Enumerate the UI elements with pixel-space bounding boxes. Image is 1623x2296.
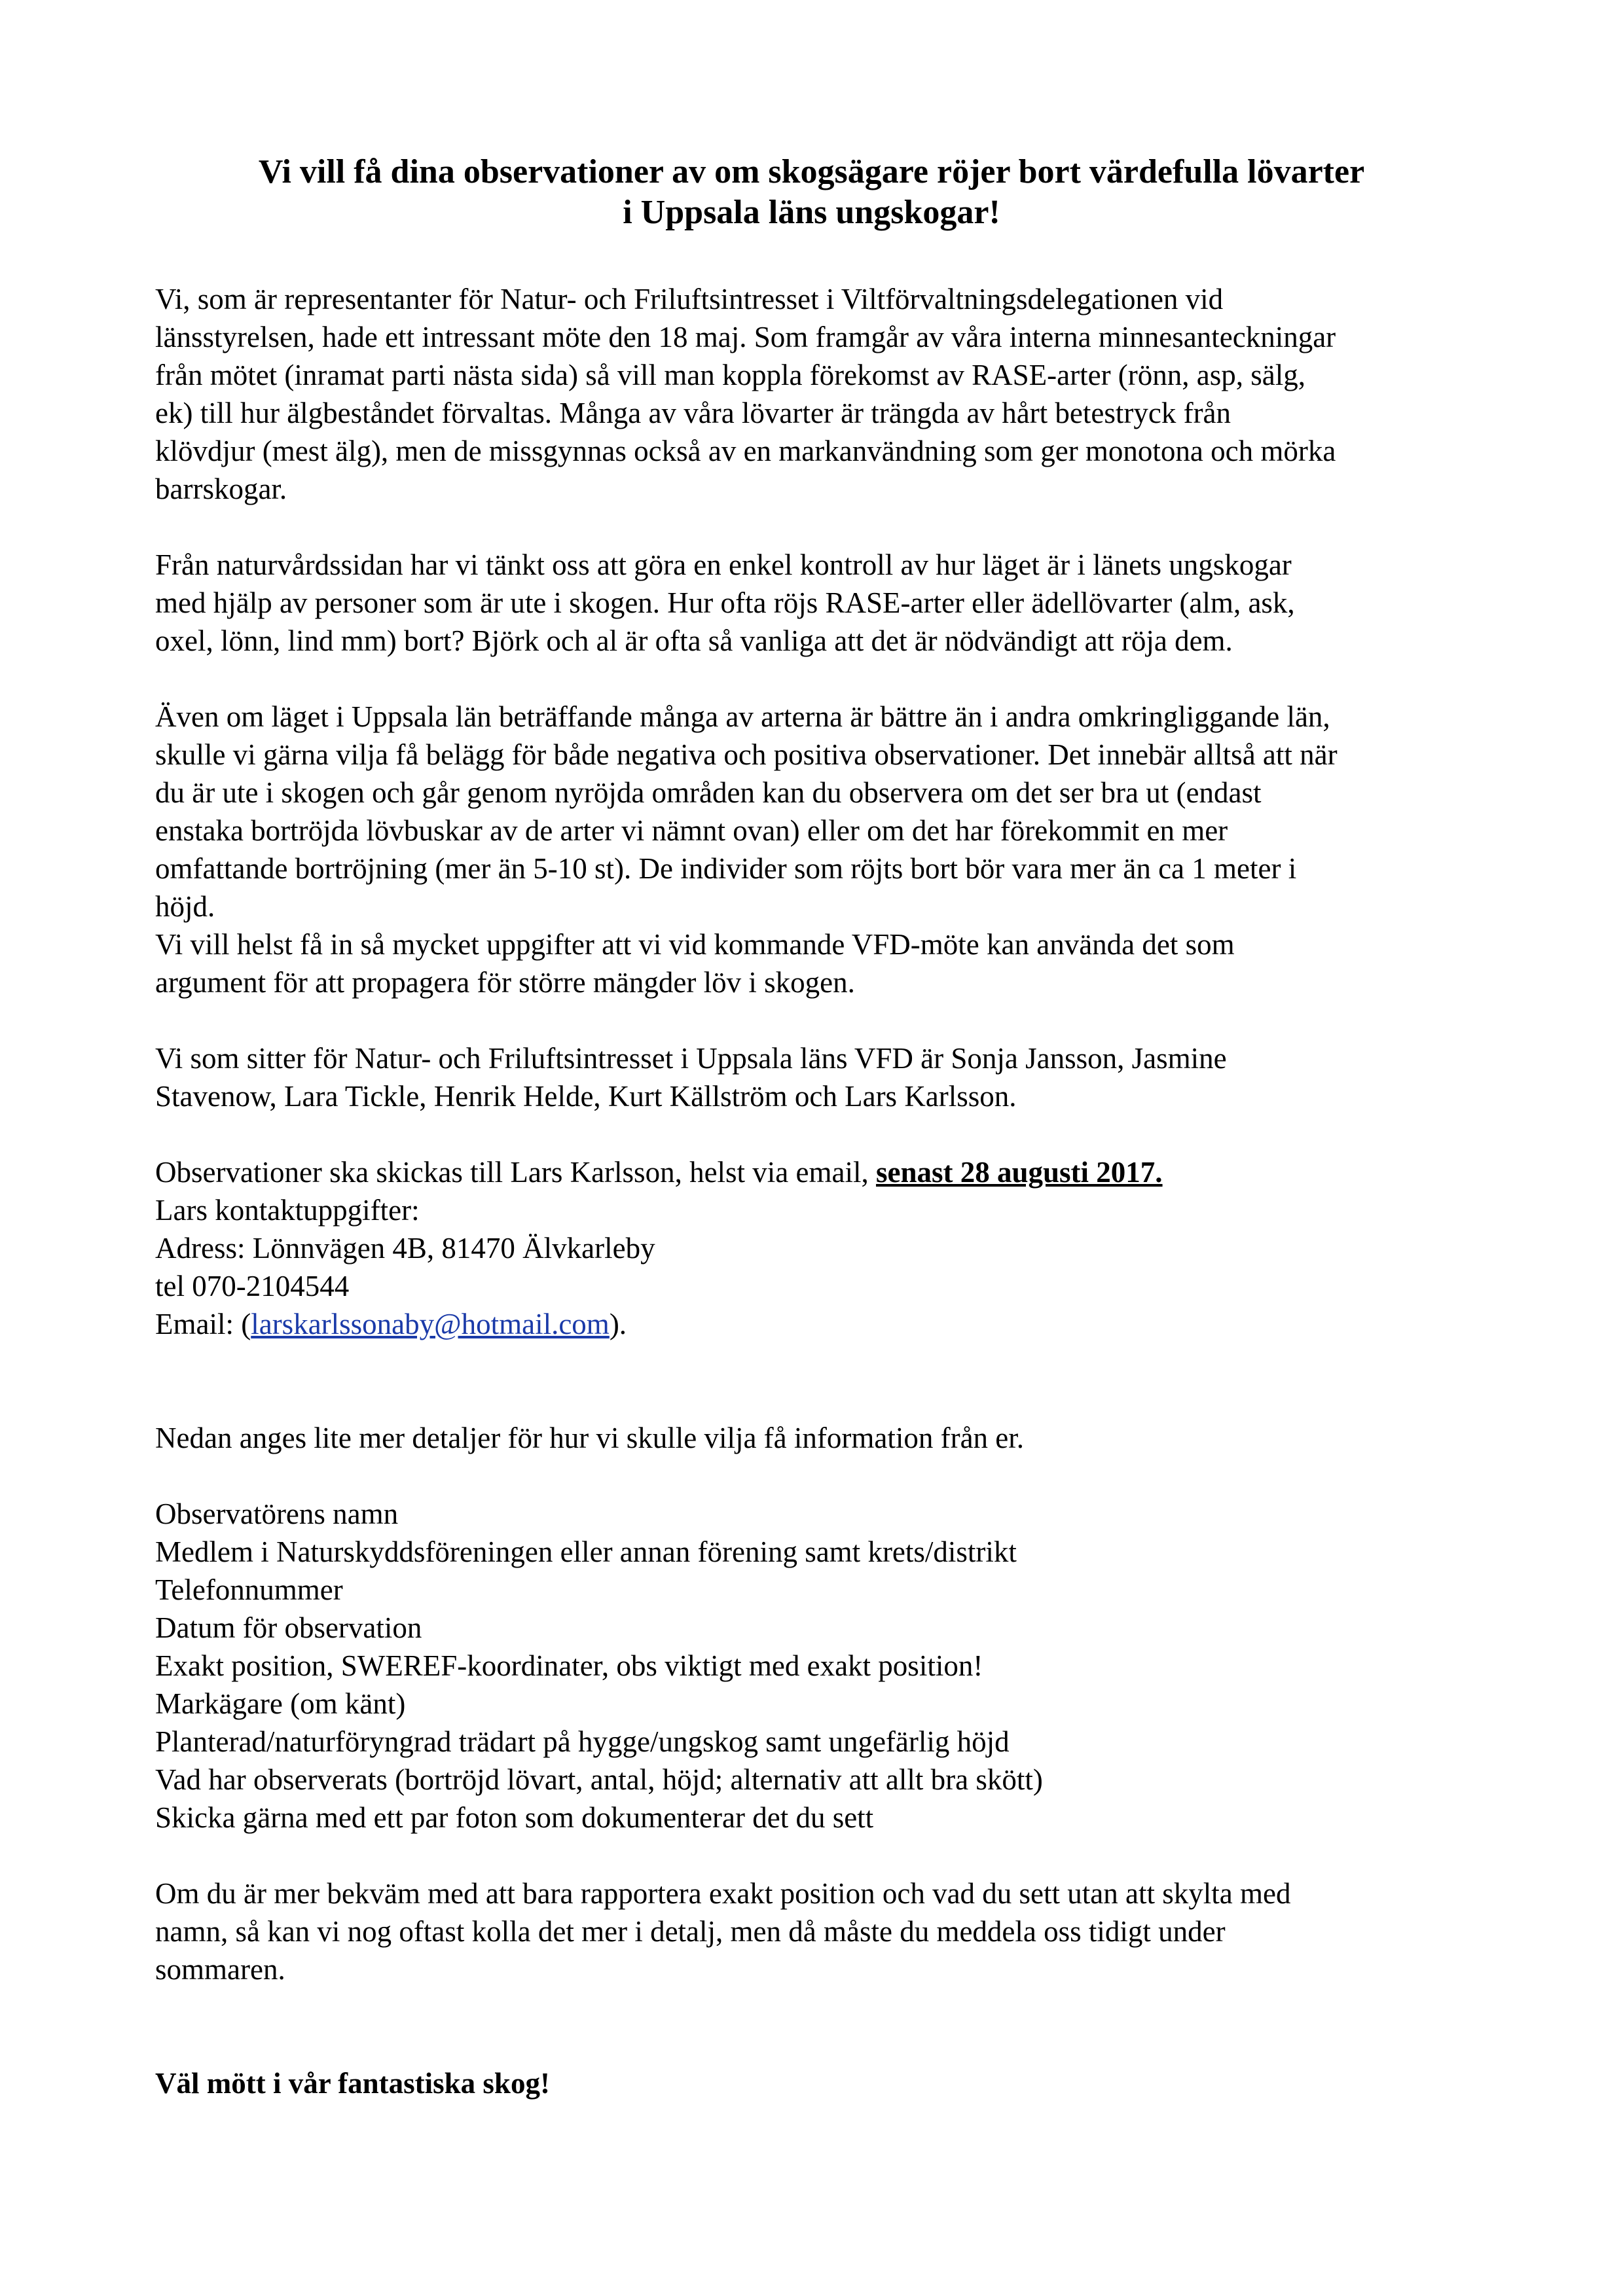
text-line: du är ute i skogen och går genom nyröjda områden kan du observera om det ser bra ut (endast xyxy=(155,776,1262,809)
text-line: med hjälp av personer som är ute i skogen. Hur ofta röjs RASE-arter eller ädellövarter (alm, ask, xyxy=(155,586,1295,619)
send-instruction xyxy=(155,1153,1484,1191)
list-item: Skicka gärna med ett par foton som dokumenterar det du sett xyxy=(155,1801,874,1834)
list-item: Exakt position, SWEREF-koordinater, obs viktigt med exakt position! xyxy=(155,1649,983,1682)
contact-email-line xyxy=(155,1305,1484,1343)
title-line-1: Vi vill få dina observationer av om skogsägare röjer bort värdefulla lövarter xyxy=(258,153,1365,190)
paragraph-gap xyxy=(155,1837,1484,1874)
contact-address: Adress: Lönnvägen 4B, 81470 Älvkarleby xyxy=(155,1232,655,1265)
text-line: sommaren. xyxy=(155,1953,285,1986)
title-line-2: i Uppsala läns ungskogar! xyxy=(623,194,1000,231)
text-line: Vi, som är representanter för Natur- och Friluftsintresset i Viltförvaltningsdelegationen vid xyxy=(155,283,1224,315)
list-item: Vad har observerats (bortröjd lövart, antal, höjd; alternativ att allt bra skött) xyxy=(155,1763,1043,1796)
text-line: Även om läget i Uppsala län beträffande många av arterna är bättre än i andra omkringliggande län, xyxy=(155,700,1330,733)
list-item: Medlem i Naturskyddsföreningen eller annan förening samt krets/distrikt xyxy=(155,1535,1017,1568)
details-intro xyxy=(155,1419,1484,1457)
email-link[interactable]: larskarlssonaby@hotmail.com xyxy=(251,1308,610,1340)
send-prefix: Observationer ska skickas till Lars Karlsson, helst via email, xyxy=(155,1156,876,1189)
members-paragraph xyxy=(155,1039,1484,1115)
text-line: argument för att propagera för större mängder löv i skogen. xyxy=(155,966,855,999)
closing-line: Väl mött i vår fantastiska skog! xyxy=(155,2067,550,2100)
text-line: oxel, lönn, lind mm) bort? Björk och al är ofta så vanliga att det är nödvändigt att röja dem. xyxy=(155,624,1233,657)
text-line: Från naturvårdssidan har vi tänkt oss att göra en enkel kontroll av hur läget är i länets ungskogar xyxy=(155,548,1292,581)
list-item: Observatörens namn xyxy=(155,1498,399,1530)
text-line: länsstyrelsen, hade ett intressant möte den 18 maj. Som framgår av våra interna minnesanteckningar xyxy=(155,321,1336,353)
contact-heading: Lars kontaktuppgifter: xyxy=(155,1194,420,1227)
paragraph-gap xyxy=(155,508,1484,546)
text-line: barrskogar. xyxy=(155,473,287,505)
paragraph-gap xyxy=(155,1457,1484,1495)
paragraph-gap xyxy=(155,1988,1484,2064)
contact-block xyxy=(155,1153,1484,1343)
paragraph-gap xyxy=(155,1001,1484,1039)
text-line: namn, så kan vi nog oftast kolla det mer i detalj, men då måste du meddela oss tidigt under xyxy=(155,1915,1226,1948)
text-line: skulle vi gärna vilja få belägg för både negativa och positiva observationer. Det innebär alltså att när xyxy=(155,738,1338,771)
list-item: Planterad/naturföryngrad trädart på hygge/ungskog samt ungefärlig höjd xyxy=(155,1725,1010,1758)
details-list xyxy=(155,1495,1484,1837)
document-title xyxy=(0,152,1623,233)
text-line: omfattande bortröjning (mer än 5-10 st). De individer som röjts bort bör vara mer än ca 1 meter i xyxy=(155,852,1297,885)
text-line: ek) till hur älgbeståndet förvaltas. Många av våra lövarter är trängda av hårt betestryck från xyxy=(155,397,1231,429)
text-line: Om du är mer bekväm med att bara rapportera exakt position och vad du sett utan att skylta med xyxy=(155,1877,1291,1910)
deadline-text: senast 28 augusti 2017. xyxy=(875,1156,1163,1189)
list-item: Markägare (om känt) xyxy=(155,1687,406,1720)
text-line: höjd. xyxy=(155,890,215,923)
paragraph-gap xyxy=(155,660,1484,698)
email-prefix: Email: ( xyxy=(155,1308,251,1340)
paragraph-gap xyxy=(155,1343,1484,1419)
text-line: Nedan anges lite mer detaljer för hur vi skulle vilja få information från er. xyxy=(155,1422,1025,1454)
list-item: Telefonnummer xyxy=(155,1573,343,1606)
text-line: från mötet (inramat parti nästa sida) så vill man koppla förekomst av RASE-arter (rönn, asp, sälg, xyxy=(155,359,1305,391)
text-line: klövdjur (mest älg), men de missgynnas också av en markanvändning som ger monotona och mörka xyxy=(155,435,1336,467)
text-line: Stavenow, Lara Tickle, Henrik Helde, Kurt Källström och Lars Karlsson. xyxy=(155,1080,1017,1113)
text-line: Vi som sitter för Natur- och Friluftsintresset i Uppsala läns VFD är Sonja Jansson, Jasmine xyxy=(155,1042,1227,1075)
final-paragraph xyxy=(155,1874,1484,1988)
list-item: Datum för observation xyxy=(155,1611,422,1644)
contact-phone: tel 070-2104544 xyxy=(155,1270,350,1302)
text-line: Vi vill helst få in så mycket uppgifter att vi vid kommande VFD-möte kan använda det som xyxy=(155,928,1235,961)
email-suffix: ). xyxy=(609,1308,627,1340)
document-body xyxy=(155,280,1484,2102)
method-paragraph xyxy=(155,546,1484,660)
text-line: enstaka bortröjda lövbuskar av de arter vi nämnt ovan) eller om det har förekommit en mer xyxy=(155,814,1228,847)
observation-paragraph xyxy=(155,698,1484,1001)
intro-paragraph xyxy=(155,280,1484,508)
paragraph-gap xyxy=(155,1115,1484,1153)
